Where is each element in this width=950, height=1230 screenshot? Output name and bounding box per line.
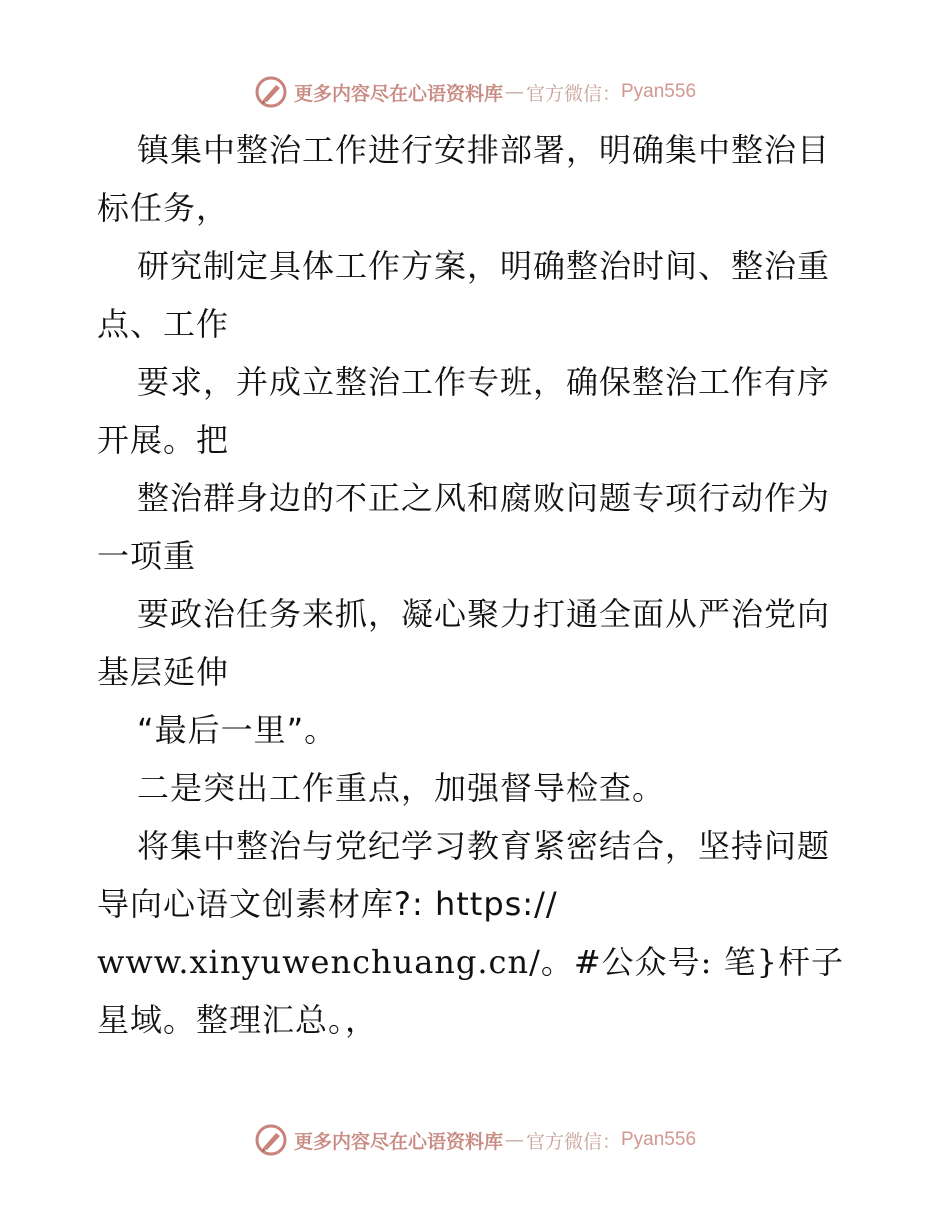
paragraph: 要求，并成立整治工作专班，确保整治工作有序开展。把 <box>97 363 831 459</box>
paragraph: 研究制定具体工作方案，明确整治时间、整治重点、工作 <box>97 247 831 343</box>
pen-logo-icon <box>254 75 288 109</box>
paragraph: 二是突出工作重点，加强督导检查。 <box>137 769 666 807</box>
paragraph: 将集中整治与党纪学习教育紧密结合，坚持问题导向心语文创素材库?: https:// <box>97 827 831 923</box>
watermark-contact-label: 官方微信： <box>525 1130 621 1153</box>
watermark-contact-id: Pyan556 <box>621 81 697 102</box>
paragraph: 镇集中整治工作进行安排部署，明确集中整治目标任务， <box>97 131 831 227</box>
url-paragraph: www.xinyuwenchuang.cn/。#公众号: 笔}杆子星域。整理汇总。， <box>97 943 844 1039</box>
watermark-contact-label: 官方微信： <box>525 82 621 105</box>
watermark-separator: — <box>504 81 524 103</box>
document-body <box>97 121 857 1049</box>
watermark-contact-id: Pyan556 <box>621 1129 697 1150</box>
watermark-footer <box>0 1122 950 1158</box>
watermark-header <box>0 74 950 110</box>
pen-logo-icon <box>254 1123 288 1157</box>
watermark-separator: — <box>504 1129 524 1151</box>
paragraph: 要政治任务来抓，凝心聚力打通全面从严治党向基层延伸 <box>97 595 831 691</box>
watermark-text: 更多内容尽在心语资料库 <box>293 1130 503 1153</box>
paragraph: 整治群身边的不正之风和腐败问题专项行动作为一项重 <box>97 479 831 575</box>
watermark-text: 更多内容尽在心语资料库 <box>293 82 503 105</box>
paragraph: “最后一里”。 <box>137 711 338 749</box>
